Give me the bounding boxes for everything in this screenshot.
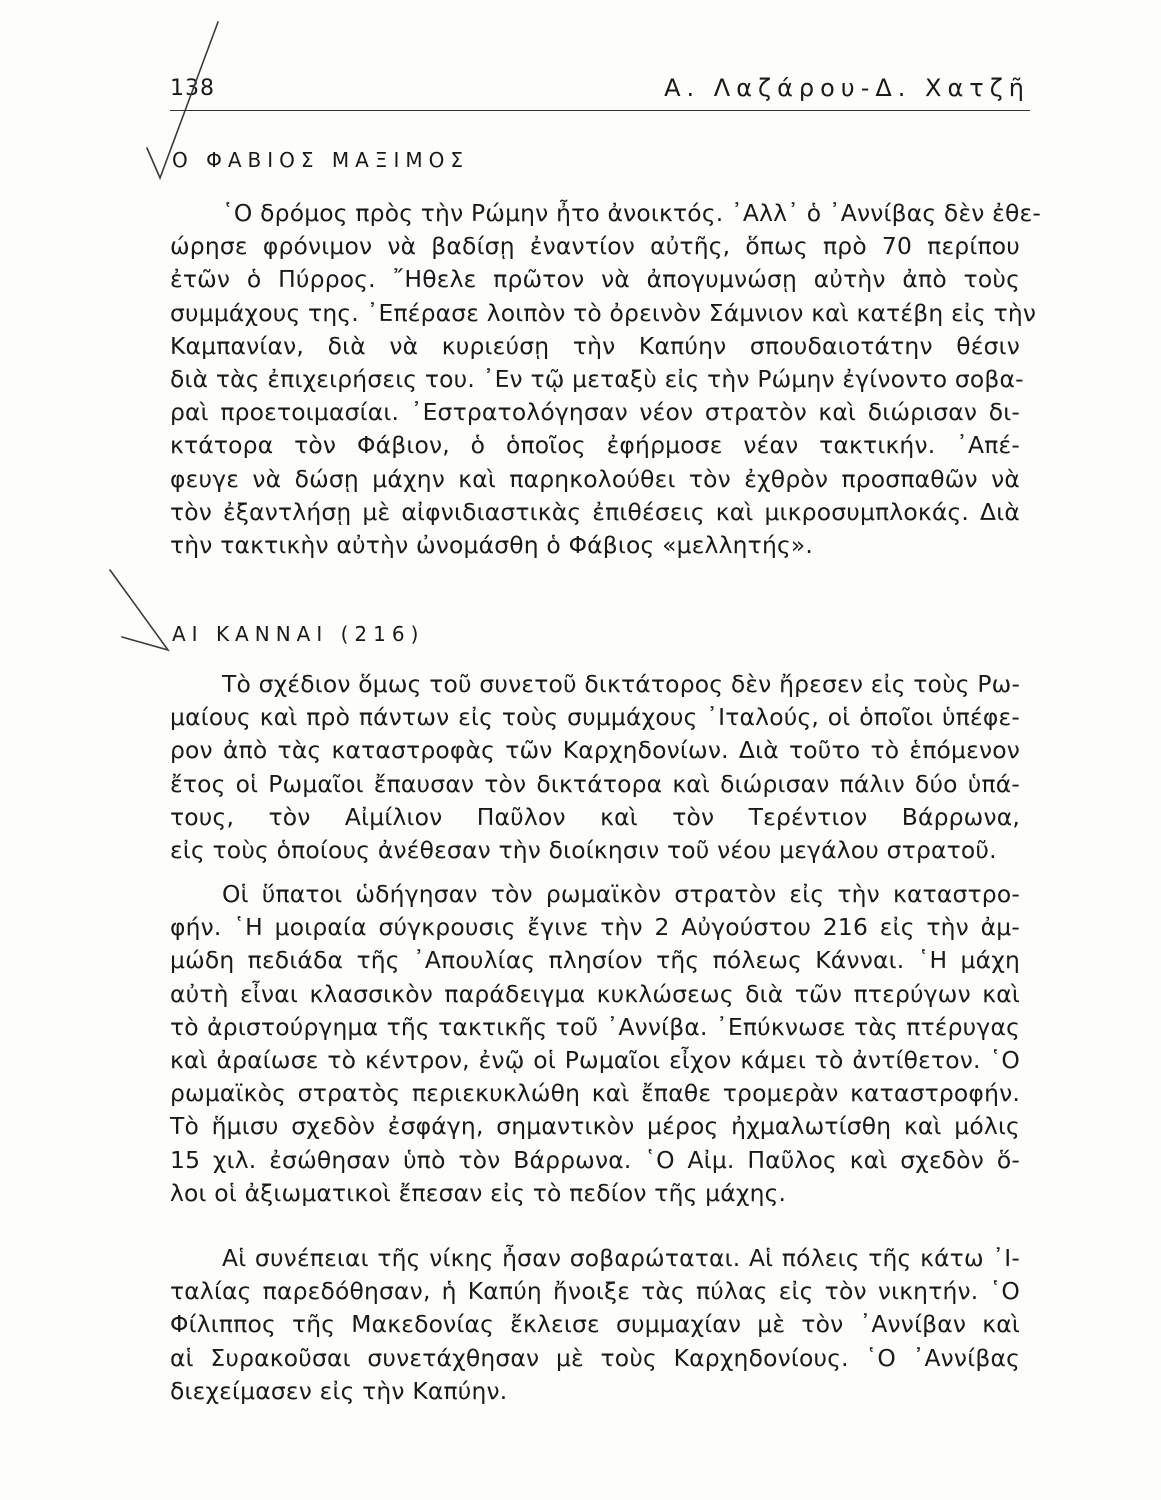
running-head: Α. Λαζάρου-Δ. Χατζῆ (664, 74, 1030, 102)
text-line: Αἱ συνέπειαι τῆς νίκης ἦσαν σοβαρώταται. Αἱ πόλεις τῆς κάτω ᾿Ι- (222, 1244, 1020, 1272)
text-line: συμμάχους της. ᾿Επέρασε λοιπὸν τὸ ὀρεινὸν Σάμνιον καὶ κατέβη εἰς τὴν (170, 298, 1037, 327)
paragraph-cannae-1 (170, 668, 1020, 867)
text-line: τους, τὸν Αἰμίλιον Παῦλον καὶ τὸν Τερέντιον Βάρρωνα, (170, 802, 1020, 831)
text-line: τὸ ἀριστούργημα τῆς τακτικῆς τοῦ ᾿Αννίβα. ᾿Επύκνωσε τὰς πτέρυγας (170, 1012, 1020, 1041)
text-line: αἱ Συρακοῦσαι συνετάχθησαν μὲ τοὺς Καρχηδονίους. ῾Ο ᾿Αννίβας (170, 1343, 1020, 1372)
text-line: μαίους καὶ πρὸ πάντων εἰς τοὺς συμμάχους ᾿Ιταλούς, οἱ ὁποῖοι ὑπέφε- (170, 703, 1020, 732)
text-line: διὰ τὰς ἐπιχειρήσεις του. ᾿Εν τῷ μεταξὺ εἰς τὴν Ρώμην ἐγίνοντο σοβα- (170, 364, 1024, 393)
paragraph-fabius (170, 197, 1042, 562)
text-line: φήν. ῾Η μοιραία σύγκρουσις ἔγινε τὴν 2 Αὐγούστου 216 εἰς τὴν ἀμ- (170, 913, 1020, 942)
text-line: ραὶ προετοιμασίαι. ᾿Εστρατολόγησαν νέον στρατὸν καὶ διώρισαν δι- (170, 398, 1020, 427)
paragraph-cannae-2 (170, 878, 1020, 1210)
text-line: αὐτὴ εἶναι κλασσικὸν παράδειγμα κυκλώσεως διὰ τῶν πτερύγων καὶ (170, 979, 1020, 1008)
check-mark-icon (110, 570, 168, 650)
text-line: λοι οἱ ἀξιωματικοὶ ἔπεσαν εἰς τὸ πεδίον τῆς μάχης. (170, 1178, 787, 1207)
page-number: 138 (170, 76, 215, 101)
header-rule (170, 110, 1030, 111)
text-line: κτάτορα τὸν Φάβιον, ὁ ὁποῖος ἐφήρμοσε νέαν τακτικήν. ᾿Απέ- (170, 431, 1020, 460)
text-line: τὸν ἐξαντλήσῃ μὲ αἰφνιδιαστικὰς ἐπιθέσεις καὶ μικροσυμπλοκάς. Διὰ (170, 497, 1020, 526)
text-line: ταλίας παρεδόθησαν, ἡ Καπύη ἤνοιξε τὰς πύλας εἰς τὸν νικητήν. ῾Ο (170, 1277, 1020, 1306)
text-line: Οἱ ὕπατοι ὡδήγησαν τὸν ρωμαϊκὸν στρατὸν εἰς τὴν καταστρο- (222, 880, 1020, 908)
text-line: ἐτῶν ὁ Πύρρος. ῎Ηθελε πρῶτον νὰ ἀπογυμνώσῃ αὐτὴν ἀπὸ τοὺς (170, 265, 1020, 294)
section-heading-fabius: Ο ΦΑΒΙΟΣ ΜΑΞΙΜΟΣ (172, 148, 469, 172)
text-line: ἔτος οἱ Ρωμαῖοι ἔπαυσαν τὸν δικτάτορα καὶ διώρισαν πάλιν δύο ὑπά- (170, 769, 1020, 798)
paragraph-cannae-3 (170, 1242, 1020, 1408)
page-header (170, 72, 1030, 108)
text-line: ώρησε φρόνιμον νὰ βαδίσῃ ἐναντίον αὐτῆς, ὅπως πρὸ 70 περίπου (170, 232, 1020, 261)
text-line: Τὸ σχέδιον ὅμως τοῦ συνετοῦ δικτάτορος δὲν ἤρεσεν εἰς τοὺς Ρω- (222, 670, 1021, 698)
text-line: καὶ ἀραίωσε τὸ κέντρον, ἐνῷ οἱ Ρωμαῖοι εἶχον κάμει τὸ ἀντίθετον. ῾Ο (170, 1045, 1020, 1074)
text-line: Τὸ ἥμισυ σχεδὸν ἐσφάγη, σημαντικὸν μέρος ἠχμαλωτίσθη καὶ μόλις (170, 1112, 1020, 1141)
section-heading-cannae: ΑΙ ΚΑΝΝΑΙ (216) (172, 622, 425, 646)
text-line: διεχείμασεν εἰς τὴν Καπύην. (170, 1376, 508, 1405)
text-line: μώδη πεδιάδα τῆς ᾿Απουλίας πλησίον τῆς πόλεως Κάνναι. ῾Η μάχη (170, 946, 1020, 975)
text-line: ῾Ο δρόμος πρὸς τὴν Ρώμην ἦτο ἀνοικτός. ᾿Αλλ᾿ ὁ ᾿Αννίβας δὲν ἐθε- (222, 199, 1042, 227)
text-line: τὴν τακτικὴν αὐτὴν ὠνομάσθη ὁ Φάβιος «μελλητής». (170, 530, 814, 559)
text-line: εἰς τοὺς ὁποίους ἀνέθεσαν τὴν διοίκησιν τοῦ νέου μεγάλου στρατοῦ. (170, 835, 997, 864)
text-line: Φίλιππος τῆς Μακεδονίας ἔκλεισε συμμαχίαν μὲ τὸν ᾿Αννίβαν καὶ (170, 1310, 1020, 1339)
text-line: ρωμαϊκὸς στρατὸς περιεκυκλώθη καὶ ἔπαθε τρομερὰν καταστροφήν. (170, 1079, 1020, 1108)
text-line: Καμπανίαν, διὰ νὰ κυριεύσῃ τὴν Καπύην σπουδαιοτάτην θέσιν (170, 331, 1020, 360)
text-line: φευγε νὰ δώσῃ μάχην καὶ παρηκολούθει τὸν ἐχθρὸν προσπαθῶν νὰ (170, 464, 1020, 493)
text-line: ρον ἀπὸ τὰς καταστροφὰς τῶν Καρχηδονίων. Διὰ τοῦτο τὸ ἑπόμενον (170, 736, 1020, 765)
text-line: 15 χιλ. ἐσώθησαν ὑπὸ τὸν Βάρρωνα. ῾Ο Αἰμ. Παῦλος καὶ σχεδὸν ὅ- (170, 1145, 1020, 1174)
